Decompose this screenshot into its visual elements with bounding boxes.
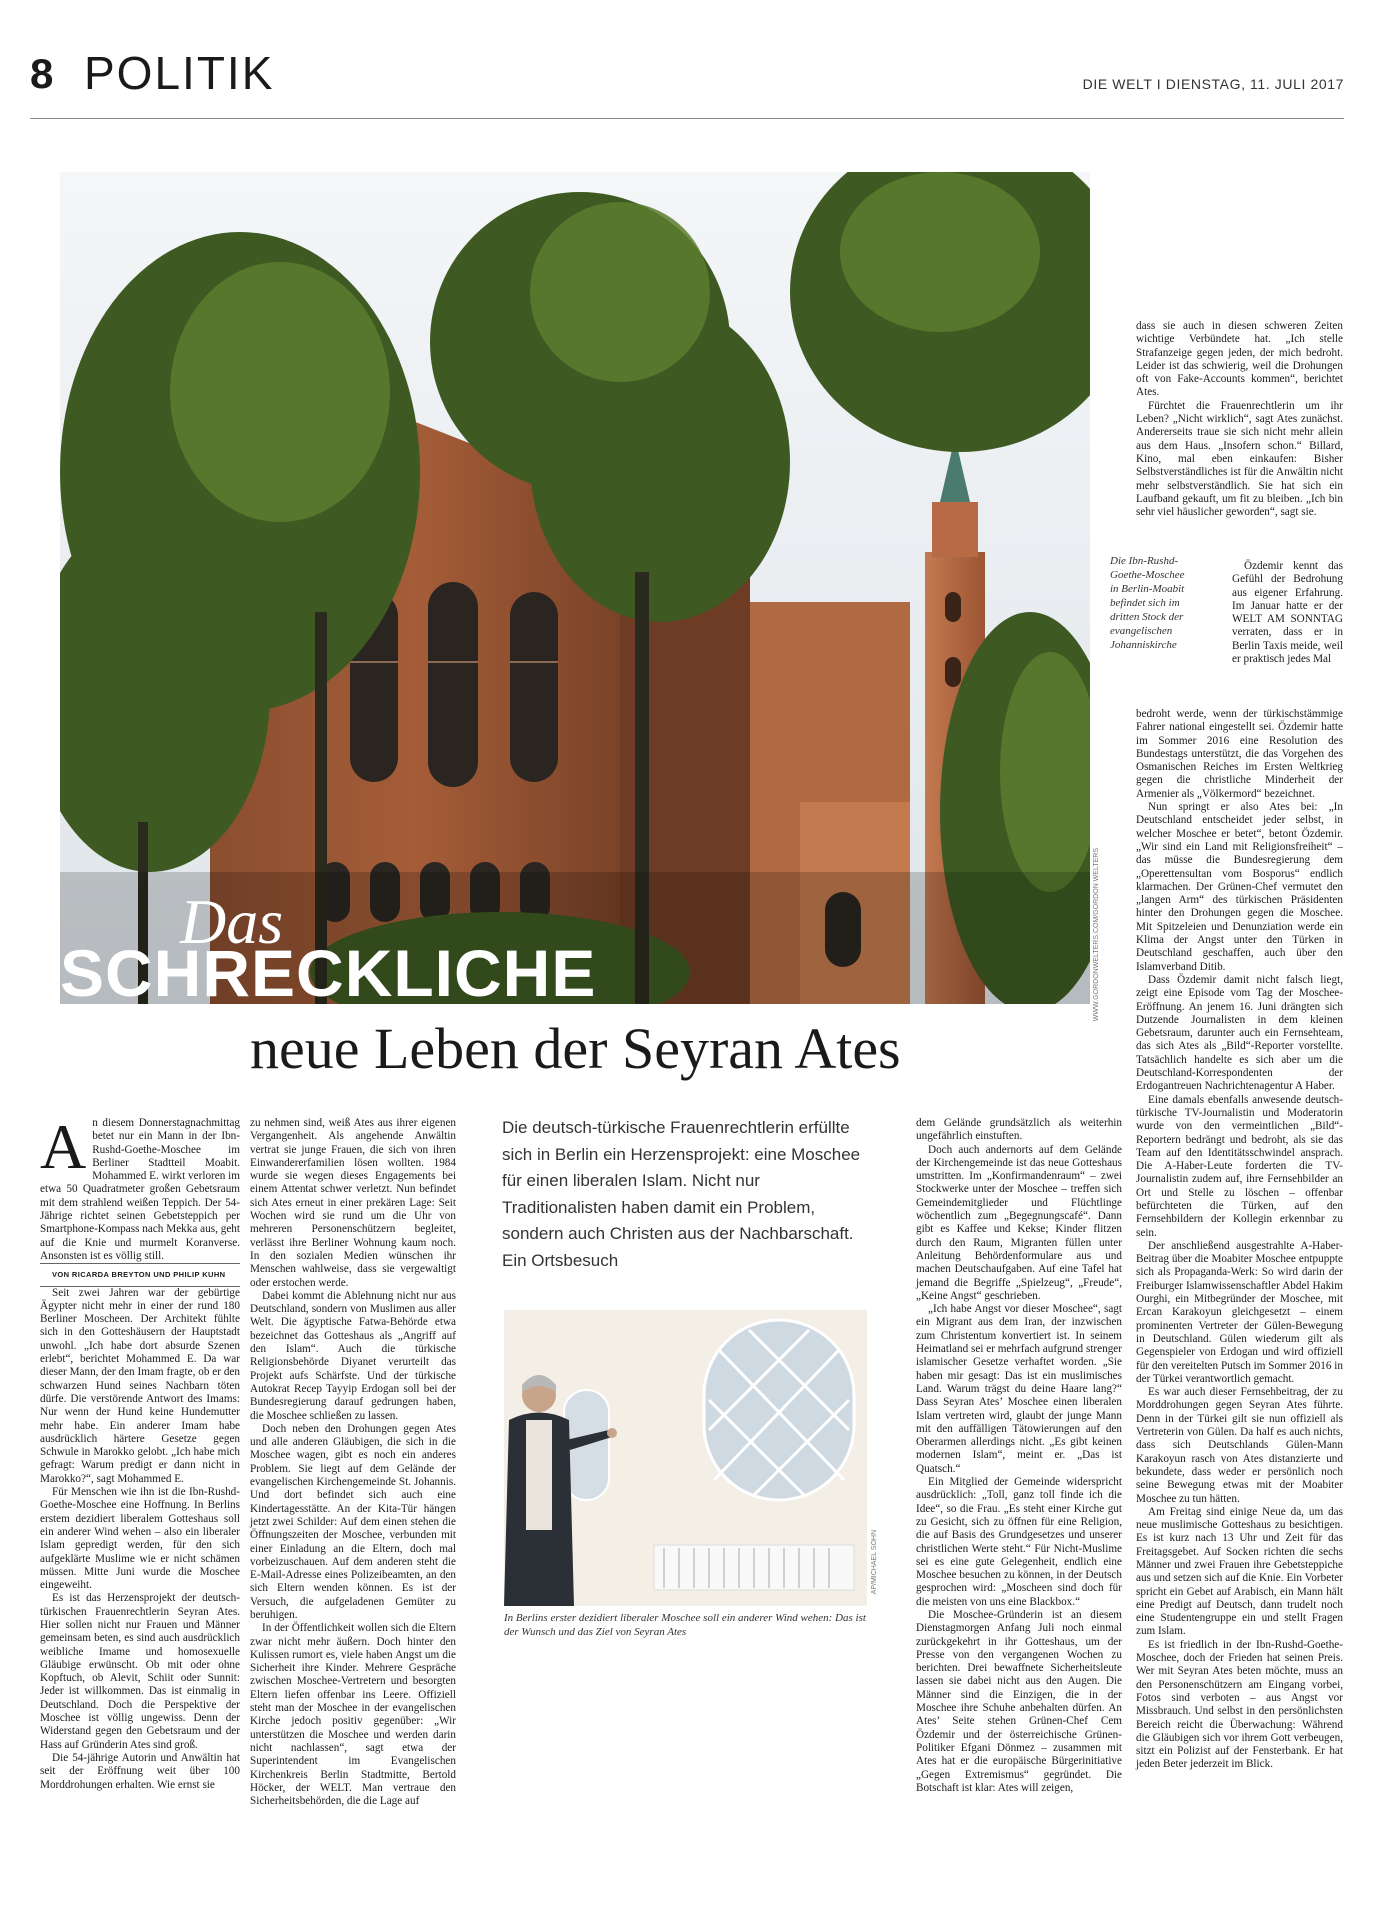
paragraph: Fürchtet die Frauenrechtlerin um ihr Leben? „Nicht wirklich“, sagt Ates zunächst. Andererseits traue sie sich nicht mehr allein aus dem Haus. „Insofern schon.“ Billard, Kino, mal eben einkaufen: Bisher Selbstverständliches ist für die Anwältin nicht mehr selbstverständlich. Sie hat sich ein Laufband gekauft, um fit zu bleiben. „Ich bin sehr viel häuslicher geworden“, sagt sie. (1136, 399, 1343, 519)
article-column-2 (250, 1117, 456, 1808)
paragraph: dem Gelände grundsätzlich als weiterhin ungefährlich einstuften. (916, 1117, 1122, 1143)
paragraph: zu nehmen sind, weiß Ates aus ihrer eigenen Vergangenheit. Als angehende Anwältin vertrat sie junge Frauen, die sich von ihren Einwandererfamilien lösen wollten. 1984 wurde sie wegen dieses Engagements bei einem Attentat schwer verletzt. Nun befindet sich Ates erneut in einer prekären Lage: Seit Wochen wird sie rund um die Uhr von mehreren Personenschützern begleitet, verlässt ihre Berliner Wohnung kaum noch. In den sozialen Medien wünschen ihr Menschen wahlweise, dass sie vergewaltigt oder erstochen werde. (250, 1117, 456, 1289)
photo-caption-2: In Berlins erster dezidiert liberaler Moschee soll ein anderer Wind wehen: Das ist der Wunsch und das Ziel von Seyran Ates (504, 1612, 866, 1638)
headline-line-3: neue Leben der Seyran Ates (250, 1016, 901, 1081)
section-title: POLITIK (84, 47, 275, 99)
paragraph: Özdemir kennt das Gefühl der Bedrohung aus eigener Erfahrung. Im Januar hatte er der WELT AM SONNTAG verraten, dass er in Berlin Taxis meide, weil er praktisch jedes Mal (1232, 560, 1343, 666)
article-column-4 (916, 1117, 1122, 1795)
paragraph: Am Freitag sind einige Neue da, um das neue muslimische Gotteshaus zu besichtigen. Es ist kurz nach 13 Uhr und Zeit für das Freitagsgebet. Auf Socken richten die sechs Männer und zwei Frauen ihre Gebetsteppiche aus und setzen sich auf die Knie. Ein Vorbeter spricht ein Gebet auf Arabisch, ein Mann hält eine Predigt auf Deutsch, dann trudelt noch eine Studentengruppe ein und stellt Fragen zum Islam. (1136, 1505, 1343, 1638)
page-header (30, 38, 1344, 119)
paragraph: Dass Özdemir damit nicht falsch liegt, zeigt eine Episode vom Tag der Moschee-Eröffnung. An jenem 16. Juni drängten sich Dutzende Journalisten in dem kleinen Gebetsraum, darunter auch ein Fernsehteam, das sich Ates als „Bild“-Reporter vorstellte. Tatsächlich handelte es sich aber um die Deutschland-Korrespondenten der Erdogantreuen Nachrichtenagentur A Haber. (1136, 973, 1343, 1093)
photo-caption: Die Ibn-Rushd-Goethe-Moschee in Berlin-Moabit befindet sich im dritten Stock der evangelischen Johanniskirche (1110, 555, 1185, 651)
dateline: DIE WELT I DIENSTAG, 11. JULI 2017 (1082, 76, 1344, 92)
intro-text: n diesem Donnerstagnachmittag betet nur ein Mann in der Ibn-Rushd-Goethe-Moschee im Berliner Stadtteil Moabit. Mohammed E. wirkt verloren im etwa 50 Quadratmeter großen Gebetsraum mit dem strahlend weißen Teppich. Der 54-Jährige richtet seinen Gebetsteppich per Smartphone-Kompass nach Mekka aus, geht auf die Knie und murmelt Koranverse. Ansonsten ist es völlig still. (40, 1117, 240, 1262)
paragraph: Seit zwei Jahren war der gebürtige Ägypter nicht mehr in einer der rund 180 Berliner Moscheen. Der Architekt fühlte sich in den Gotteshäusern der Hauptstadt unwohl. „Ich habe dort absurde Szenen erlebt“, berichtet Mohammed E. Da war dieser Mann, der den Imam fragte, ob er den schwarzen Hund seines Nachbarn töten dürfe. Die verstörende Antwort des Imams: Nur wenn der Hund keine Hundemutter mehr habe. Ein anderer Imam habe ausdrücklich härtere Gesetze gegen Schwule in Marokko gelobt. „Ich habe mich gefragt: Warum predigt er dann nicht in Marokko?“, sagt Mohammed E. (40, 1286, 240, 1485)
drop-cap: A (40, 1111, 87, 1182)
byline: VON RICARDA BREYTON UND PHILIP KUHN (40, 1263, 240, 1286)
paragraph: Es war auch dieser Fernsehbeitrag, der zu Morddrohungen gegen Seyran Ates führte. Denn in der Türkei gilt sie nun offiziell als Vertreterin von Gülen. Da half es auch nichts, dass sich Deutschlands Gülen-Mann Karakoyun rasch von Ates distanzierte und bekundete, dass weder er persönlich noch seine Bewegung etwas mit der Moabiter Moschee zu tun hätten. (1136, 1386, 1343, 1505)
paragraph: Die Moschee-Gründerin ist an diesem Dienstagmorgen Anfang Juli noch einmal zurückgekehrt in ihr Gotteshaus, um der Presse von den vergangenen Wochen zu berichten. Drei bewaffnete Sicherheitsleute lassen sie dabei nicht aus den Augen. Die Männer sind die Einzigen, die in der Moschee ihre Schuhe anbehalten dürfen. An Ates’ Seite stehen Grünen-Chef Cem Özdemir und der österreichische Grünen-Politiker Efgani Dönmez – zusammen mit Ates hat er die europäische Bürgerinitiative „Gegen Extremismus“ gegründet. Die Botschaft ist klar: Ates will zeigen, (916, 1608, 1122, 1794)
church-photo (60, 172, 1090, 1010)
paragraph: Es ist friedlich in der Ibn-Rushd-Goethe-Moschee, doch der Frieden hat seinen Preis. Wer mit Seyran Ates beten möchte, muss an den Personenschützern am Eingang vorbei, Fotos sind verboten – aus Angst vor Missbrauch. Und selbst in den persönlichsten Bereich reicht die Überwachung: Während die Gläubigen sich vor ihrem Gott verbeugen, sitzt ein Polizist auf der Fensterbank. Er hat jeden Beter jederzeit im Blick. (1136, 1638, 1343, 1771)
headline-line-1: Das (180, 886, 284, 957)
paragraph: „Ich habe Angst vor dieser Moschee“, sagt ein Migrant aus dem Iran, der inzwischen zum Christentum konvertiert ist. In seinem Heimatland sei er mehrfach aufgrund strenger islamischer Gesetze verhaftet worden. „Sie haben mir gesagt: Das ist ein muslimisches Land. Warum trägst du deine Haare lang?“ Dass Seyran Ates’ Moschee einen liberalen Islam vertreten wird, glaubt der junge Mann mit den auffälligen Tätowierungen auf den Oberarmen allerdings nicht. „Es gibt keinen modernen Islam“, meint er. „Das ist Quatsch.“ (916, 1303, 1122, 1475)
page-number: 8 (30, 50, 54, 97)
interior-photo (504, 1310, 867, 1606)
paragraph: In der Öffentlichkeit wollen sich die Eltern zwar nicht mehr äußern. Doch hinter den Kulissen rumort es, viele haben Angst um die Sicherheit ihre Kinder. Mehrere Gespräche zwischen Moschee-Vertretern und besorgten Eltern liefen offenbar ins Leere. Offiziell steht man der Moschee in der evangelischen Kirche jedoch positiv gegenüber: „Wir unterstützen die Moschee und werden darin nicht nachlassen“, sagt etwa der Superintendent im Evangelischen Kirchenkreis Berlin Stadtmitte, Bertold Höcker, der WELT. Man vertraue den Sicherheitsbehörden, die die Lage auf (250, 1622, 456, 1808)
headline-line-2: SCHRECKLICHE (60, 936, 597, 1010)
paragraph: dass sie auch in diesen schweren Zeiten wichtige Verbündete hat. „Ich stelle Strafanzeige gegen jeden, der mich bedroht. Leider ist das schwierig, weil die Drohungen oft von Fake-Accounts kommen“, berichtet Ates. (1136, 320, 1343, 399)
paragraph: Der anschließend ausgestrahlte A-Haber-Beitrag über die Moabiter Moschee entpuppte sich als Propaganda-Werk: So wird darin der Freiburger Islamwissenschaftler Abdel Hakim Ourghi, ein Mitbegründer der Moschee, mit Ercan Karakoyun gleichgesetzt – einem prominenten Vertreter der Gülen-Bewegung in Deutschland. Gülen wiederum gilt als Gegenspieler von Erdogan und wird offiziell für den vereitelten Putsch im Sommer 2016 in der Türkei verantwortlich gemacht. (1136, 1239, 1343, 1385)
paragraph: Eine damals ebenfalls anwesende deutsch-türkische TV-Journalistin und Moderatorin wurde von den vermeintlichen „Bild“-Reportern bedrängt und bedroht, als sie das Team auf den Identitätsschwindel ansprach. Die A-Haber-Leute forderten die TV-Journalistin zudem auf, ihre Fernsehbilder an Ort und Stelle zu löschen – offenbar befürchteten die Türken, auf den Fernsehbildern der Kollegin erkennbar zu sein. (1136, 1093, 1343, 1239)
photo-credit-2: AP/MICHAEL SOHN (871, 1530, 878, 1595)
paragraph: Ein Mitglied der Gemeinde widerspricht ausdrücklich: „Toll, ganz toll finde ich die Idee“, so die Frau. „Es steht einer Kirche gut zu Gesicht, sich zu öffnen für eine Religion, die auf Basis des Grundgesetzes und unserer christlichen Werte steht.“ Für Nicht-Muslime sei es eine gute Gelegenheit, endlich eine Moschee besuchen zu können, in der Deutsch gesprochen wird: „Moscheen sind doch für die meisten von uns eine Blackbox.“ (916, 1476, 1122, 1608)
paragraph: Nun springt er also Ates bei: „In Deutschland entscheidet jeder selbst, in welcher Moschee er betet“, betont Özdemir. „Wir sind ein Land mit Religionsfreiheit“ – das müsse die Bundesregierung dem „Operettensultan vom Bosporus“ endlich klarmachen. Der Grünen-Chef vermutet den „langen Arm“ des türkischen Präsidenten hinter den Drohungen gegen die Moschee. Mit Spitzeleien und Denunziation werde ein Klima der Angst unter den Türken in Deutschland geschaffen, auch über den Islamverband Ditib. (1136, 801, 1343, 973)
paragraph: Doch auch andernorts auf dem Gelände der Kirchengemeinde ist das neue Gotteshaus umstritten. Im „Konfirmandenraum“ – zwei Stockwerke unter der Moschee – treffen sich Gemeindemitglieder und Flüchtlinge wöchentlich zum „Begegnungscafé“. Dann gibt es Kaffee und Kekse; Kinder flitzen durch den Raum, Migranten füllen unter Anleitung Behördenformulare aus und machen Deutschaufgaben. Auf eine Tafel hat jemand die Begriffe „Spielzeug“, „Freude“, „Keine Angst“ geschrieben. (916, 1143, 1122, 1302)
paragraph: Dabei kommt die Ablehnung nicht nur aus Deutschland, sondern von Muslimen aus aller Welt. Die ägyptische Fatwa-Behörde etwa bezeichnet das Gotteshaus als „Angriff auf den Islam“. Auch die türkische Religionsbehörde Diyanet verurteilt das Projekt aufs Schärfste. Und der türkische Autokrat Recep Tayyip Erdogan soll bei der Bundesregierung darauf gedrungen haben, die Moschee schließen zu lassen. (250, 1289, 456, 1422)
paragraph: Doch neben den Drohungen gegen Ates und alle anderen Gläubigen, die sich in die Moschee wagen, gibt es noch ein anderes Problem. Sie liegt auf dem Gelände der evangelischen Kirchengemeinde St. Johannis. Und dort befindet sich auch eine Kindertagesstätte. An der Kita-Tür hängen jetzt zwei Schilder: Auf dem einen stehen die Öffnungszeiten der Moschee, verbunden mit einer Einladung an die Eltern, doch mal vorbeizuschauen. Auf dem anderen steht die E-Mail-Adresse eines Polizeibeamten, an den sich Eltern wenden können. Es ist der Versuch, die aufgeladenen Gemüter zu beruhigen. (250, 1422, 456, 1621)
intro-paragraph (40, 1111, 240, 1263)
paragraph: bedroht werde, wenn der türkischstämmige Fahrer national eingestellt sei. Özdemir hatte im Sommer 2016 eine Resolution des Bundestags unterstützt, die das Vorgehen des Osmanischen Reiches im Ersten Weltkrieg gegen die christliche Minderheit der Armenier als „Völkermord“ bezeichnet. (1136, 708, 1343, 800)
paragraph: Es ist das Herzensprojekt der deutsch-türkischen Frauenrechtlerin Seyran Ates. Hier sollen nicht nur Frauen und Männer gemeinsam beten, es sind auch ausdrücklich weibliche Imame und homosexuelle Gläubige erwünscht. Ob mit oder ohne Kopftuch, ob Alevit, Schiit oder Sunnit: Jeder ist willkommen. Das ist einmalig in Deutschland. Doch die Perspektive der Moschee ist völlig ungewiss. Denn der Widerstand gegen den Gebetsraum und der Hass auf Gründerin Ates sind groß. (40, 1592, 240, 1751)
article-column-5-bottom (1136, 708, 1343, 1772)
article-column-5-top (1136, 320, 1343, 519)
article-column-5-narrow (1232, 560, 1343, 666)
paragraph: Für Menschen wie ihn ist die Ibn-Rushd-Goethe-Moschee eine Hoffnung. In Berlins erstem dezidiert liberalem Gotteshaus soll ein anderer Wind wehen – also ein liberaler Islam gepredigt werden, für den sich aufgeklärte Muslime wie er nicht schämen müssen. Mitte Juni wurde die Moschee eingeweiht. (40, 1486, 240, 1592)
article-column-1 (40, 1111, 240, 1792)
photo-credit: WWW.GORDONWELTERS.COM/GORDON WELTERS (1093, 848, 1100, 1022)
paragraph: Die 54-jährige Autorin und Anwältin hat seit der Eröffnung weit über 100 Morddrohungen erhalten. Wie ernst sie (40, 1751, 240, 1791)
teaser-text: Die deutsch-türkische Frauenrechtlerin erfüllte sich in Berlin ein Herzensprojekt: eine Moschee für einen liberalen Islam. Nicht nur Traditionalisten haben damit ein Problem, sondern auch Christen aus der Nachbarschaft. Ein Ortsbesuch (502, 1118, 861, 1270)
